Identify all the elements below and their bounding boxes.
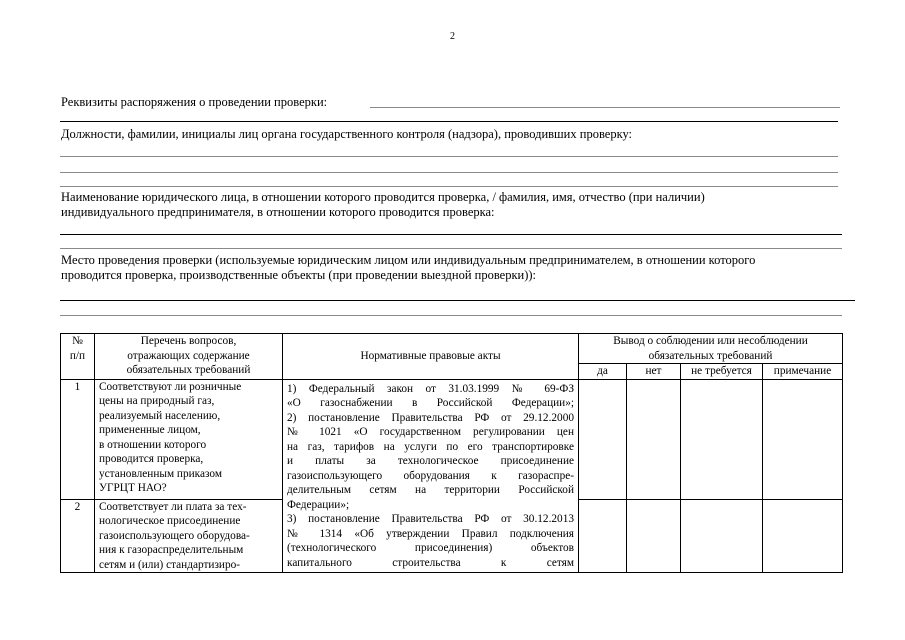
question-line: Соответствует ли плата за тех- bbox=[99, 500, 247, 513]
question-line: газоиспользующего оборудова- bbox=[99, 529, 250, 542]
question-line: установленным приказом bbox=[99, 467, 222, 480]
question-line: ния к газораспределительным bbox=[99, 544, 244, 556]
header-note: примечание bbox=[763, 364, 843, 380]
order-requisites-label: Реквизиты распоряжения о проведении проверки: bbox=[61, 95, 328, 109]
answer-no-cell[interactable] bbox=[627, 499, 681, 573]
answer-not-required-cell[interactable] bbox=[681, 379, 763, 499]
answer-note-cell[interactable] bbox=[763, 499, 843, 573]
question-line: в отношении которого bbox=[99, 438, 207, 451]
order-requisites-field[interactable] bbox=[370, 107, 840, 108]
header-number-line-2: п/п bbox=[69, 349, 86, 362]
header-number-line-1: № bbox=[72, 335, 83, 347]
place-field-line-1[interactable] bbox=[60, 300, 855, 301]
header-questions bbox=[95, 334, 283, 380]
header-conclusion bbox=[579, 334, 843, 364]
question-line: УГРЦТ НАО? bbox=[99, 482, 167, 494]
question-line: нологическое присоединение bbox=[99, 515, 241, 527]
place-label-line-2: проводится проверка, производственные объекты (при проведении выездной проверки)): bbox=[61, 268, 537, 282]
normative-acts-cell bbox=[283, 379, 579, 573]
row-question bbox=[95, 499, 283, 573]
header-no: нет bbox=[627, 364, 681, 380]
checklist-table bbox=[60, 333, 843, 573]
question-line: проводится проверка, bbox=[99, 453, 204, 465]
answer-not-required-cell[interactable] bbox=[681, 499, 763, 573]
entity-label-line-2: индивидуального предпринимателя, в отношении которого проводится проверка: bbox=[61, 205, 495, 219]
acts-line: № 1021 «О государственном регулировании цен bbox=[287, 426, 574, 438]
acts-line: (технологического присоединения) объектов bbox=[287, 542, 574, 554]
acts-line: делительным сетям на территории Российской bbox=[287, 484, 574, 496]
question-line: цены на природный газ, bbox=[99, 395, 215, 407]
separator-line bbox=[60, 121, 838, 122]
question-line: сетям и (или) стандартизиро- bbox=[99, 558, 241, 571]
table-row bbox=[61, 379, 843, 499]
officials-field-line-2[interactable] bbox=[60, 172, 838, 173]
place-field-line-2[interactable] bbox=[60, 315, 842, 316]
header-questions-line-3: обязательных требований bbox=[126, 364, 251, 376]
header-questions-line-1: Перечень вопросов, bbox=[140, 335, 237, 347]
acts-line: газоиспользующего оборудования к газораспре- bbox=[287, 469, 574, 482]
row-number: 1 bbox=[61, 379, 95, 499]
header-number bbox=[61, 334, 95, 380]
answer-yes-cell[interactable] bbox=[579, 499, 627, 573]
answer-yes-cell[interactable] bbox=[579, 379, 627, 499]
acts-line: 1) Федеральный закон от 31.03.1999 № 69-ФЗ bbox=[287, 382, 574, 395]
acts-line: капитального строительства к сетям bbox=[287, 556, 574, 569]
question-line: реализуемый населению, bbox=[99, 409, 221, 422]
officials-label: Должности, фамилии, инициалы лиц органа государственного контроля (надзора), проводивших проверку: bbox=[61, 127, 633, 141]
officials-field-line-3[interactable] bbox=[60, 186, 838, 187]
page-number: 2 bbox=[450, 31, 455, 42]
acts-line: «О газоснабжении в Российской Федерации»; bbox=[287, 397, 574, 409]
acts-line: № 1314 «Об утверждении Правил подключения bbox=[287, 527, 574, 540]
entity-field-line-1[interactable] bbox=[60, 234, 842, 235]
entity-field-line-2[interactable] bbox=[60, 248, 842, 249]
place-label-line-1: Место проведения проверки (используемые юридическим лицом или индивидуальным предпринимателем, в отношении которого bbox=[61, 253, 756, 267]
header-conclusion-line-1: Вывод о соблюдении или несоблюдении bbox=[613, 335, 808, 347]
row-number: 2 bbox=[61, 499, 95, 573]
acts-line: и платы за технологическое присоединение bbox=[287, 455, 574, 467]
question-line: Соответствуют ли розничные bbox=[99, 380, 242, 393]
header-questions-line-2: отражающих содержание bbox=[127, 349, 250, 362]
officials-field-line-1[interactable] bbox=[60, 156, 838, 157]
question-line: примененные лицом, bbox=[99, 424, 201, 436]
answer-note-cell[interactable] bbox=[763, 379, 843, 499]
header-conclusion-line-2: обязательных требований bbox=[648, 349, 773, 362]
header-not-required: не требуется bbox=[681, 364, 763, 380]
acts-line: Федерации»; bbox=[287, 498, 350, 511]
header-yes: да bbox=[579, 364, 627, 380]
acts-line: 3) постановление Правительства РФ от 30.12.2013 bbox=[287, 513, 574, 525]
acts-line: на газ, тарифов на услуги по его транспортировке bbox=[287, 440, 574, 453]
answer-no-cell[interactable] bbox=[627, 379, 681, 499]
entity-label-line-1: Наименование юридического лица, в отношении которого проводится проверка, / фамилия, имя, отчество (при наличии) bbox=[61, 190, 705, 204]
header-acts: Нормативные правовые акты bbox=[283, 334, 579, 380]
row-question bbox=[95, 379, 283, 499]
acts-line: 2) постановление Правительства РФ от 29.12.2000 bbox=[287, 411, 574, 424]
